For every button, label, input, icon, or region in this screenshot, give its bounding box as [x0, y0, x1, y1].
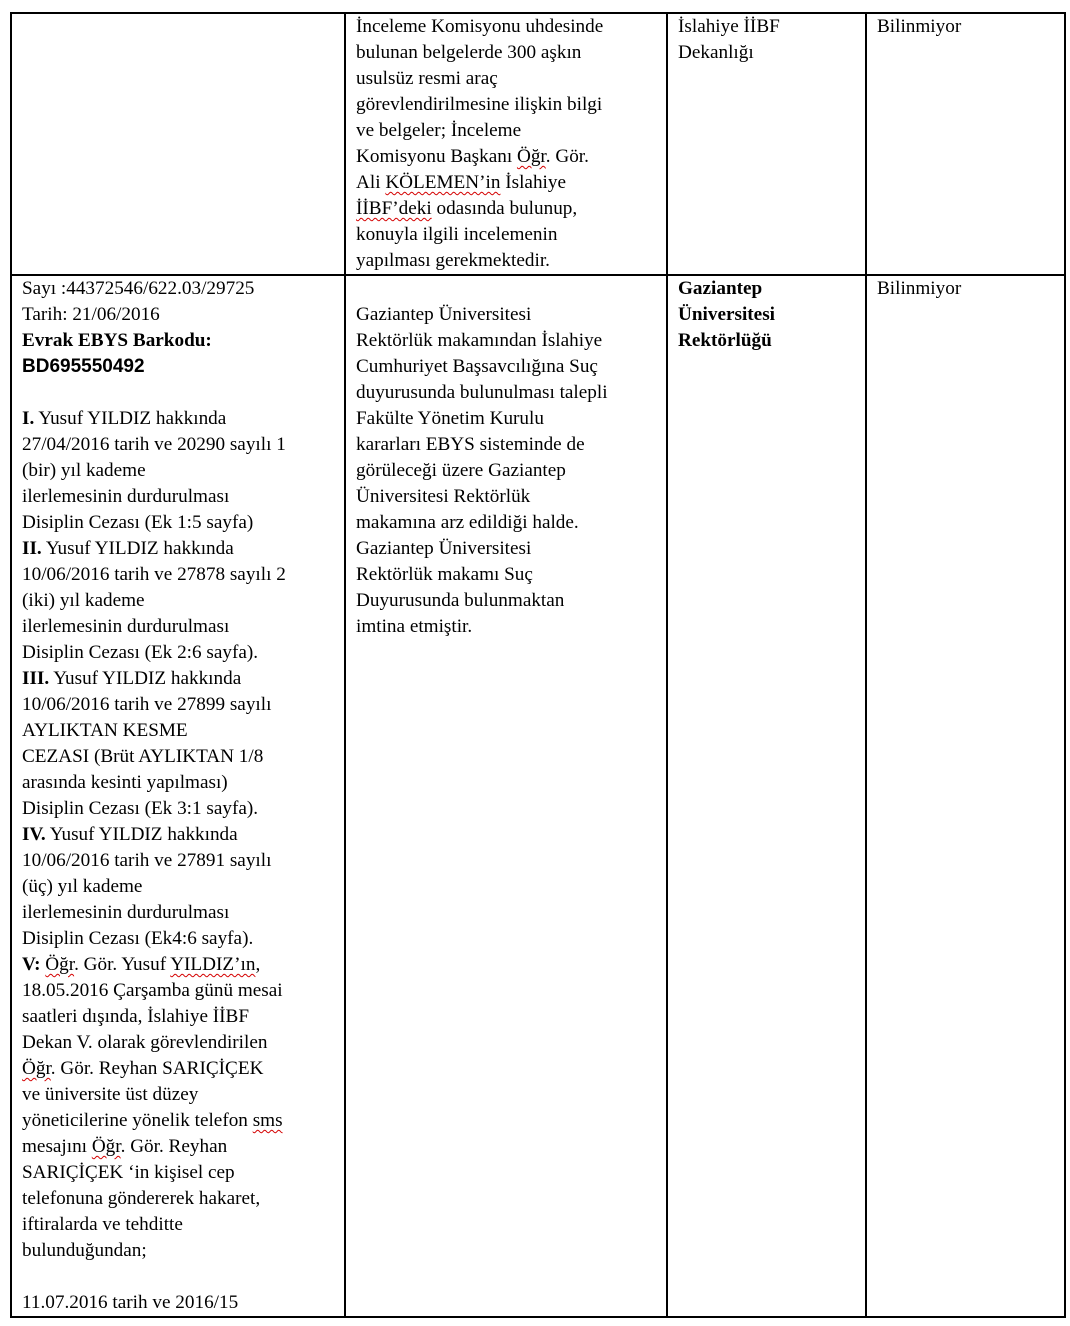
- text-fragment: Yusuf YILDIZ hakkında: [41, 538, 234, 559]
- text-line: bulunan belgelerde 300 aşkın: [356, 42, 582, 63]
- barcode-value: BD695550492: [22, 356, 145, 377]
- item-number: I.: [22, 408, 35, 429]
- status-text: Bilinmiyor: [877, 278, 962, 299]
- text-line: İnceleme Komisyonu uhdesinde: [356, 16, 604, 37]
- text-line: [356, 170, 658, 196]
- spellcheck-word: YILDIZ’ın: [170, 954, 256, 975]
- spellcheck-word: İİBF’deki: [356, 198, 432, 219]
- document-number: Sayı :44372546/622.03/29725: [22, 278, 255, 299]
- text-line: makamına arz edildiği halde.: [356, 512, 579, 533]
- institution-line: Rektörlüğü: [678, 330, 772, 351]
- text-line: [356, 144, 658, 170]
- text-line: [356, 196, 658, 222]
- spellcheck-word: sms: [252, 1110, 283, 1131]
- institution-line: Dekanlığı: [678, 42, 754, 63]
- text-line: AYLIKTAN KESME: [22, 720, 188, 741]
- text-line: Disiplin Cezası (Ek 1:5 sayfa): [22, 512, 254, 533]
- text-fragment: İslahiye: [500, 172, 566, 193]
- text-line: (bir) yıl kademe: [22, 460, 146, 481]
- row1-institution-cell: [667, 13, 866, 275]
- text-fragment: Yusuf YILDIZ hakkında: [34, 408, 227, 429]
- row2-document-cell: [11, 275, 345, 1317]
- document-date: Tarih: 21/06/2016: [22, 304, 160, 325]
- institution-line: Üniversitesi: [678, 304, 775, 325]
- text-line: ilerlemesinin durdurulması: [22, 902, 230, 923]
- text-line: yapılması gerekmektedir.: [356, 250, 550, 271]
- table-row: [11, 275, 1065, 1317]
- text-fragment: . Gör. Reyhan: [120, 1136, 228, 1157]
- text-fragment: Yusuf YILDIZ hakkında: [49, 668, 242, 689]
- text-line: Cumhuriyet Başsavcılığına Suç: [356, 356, 598, 377]
- text-line: Duyurusunda bulunmaktan: [356, 590, 565, 611]
- blank-line: [356, 276, 658, 302]
- text-line: Disiplin Cezası (Ek 2:6 sayfa).: [22, 642, 259, 663]
- text-fragment: mesajını: [22, 1136, 92, 1157]
- text-line: ilerlemesinin durdurulması: [22, 486, 230, 507]
- item-number: II.: [22, 538, 42, 559]
- text-line: SARIÇİÇEK ‘in kişisel cep: [22, 1162, 235, 1183]
- text-line: 10/06/2016 tarih ve 27891 sayılı: [22, 850, 272, 871]
- text-line: Disiplin Cezası (Ek4:6 sayfa).: [22, 928, 254, 949]
- text-fragment: yöneticilerine yönelik telefon: [22, 1110, 253, 1131]
- text-line: 10/06/2016 tarih ve 27899 sayılı: [22, 694, 272, 715]
- item-line: [22, 666, 336, 692]
- item-number: III.: [22, 668, 50, 689]
- institution-line: Gaziantep: [678, 278, 763, 299]
- text-fragment: Ali: [356, 172, 386, 193]
- text-fragment: Komisyonu Başkanı: [356, 146, 517, 167]
- text-fragment: . Gör. Yusuf: [74, 954, 171, 975]
- row2-institution-cell: [667, 275, 866, 1317]
- text-line: bulunduğundan;: [22, 1240, 147, 1261]
- text-line: ve belgeler; İnceleme: [356, 120, 522, 141]
- text-fragment: . Gör. Reyhan SARIÇİÇEK: [50, 1058, 264, 1079]
- text-line: imtina etmiştir.: [356, 616, 473, 637]
- text-line: duyurusunda bulunulması talepli: [356, 382, 608, 403]
- row1-description-cell: [345, 13, 667, 275]
- text-line: arasında kesinti yapılması): [22, 772, 228, 793]
- row1-status-cell: [866, 13, 1065, 275]
- blank-line: [22, 380, 336, 406]
- text-line: 11.07.2016 tarih ve 2016/15: [22, 1292, 239, 1313]
- item-line: [22, 822, 336, 848]
- text-line: görevlendirilmesine ilişkin bilgi: [356, 94, 603, 115]
- text-line: [22, 1108, 336, 1134]
- text-line: CEZASI (Brüt AYLIKTAN 1/8: [22, 746, 264, 767]
- text-line: kararları EBYS sisteminde de: [356, 434, 585, 455]
- spellcheck-word: Öğr: [22, 1058, 51, 1079]
- text-fragment: . Gör.: [545, 146, 589, 167]
- text-line: konuyla ilgili incelemenin: [356, 224, 558, 245]
- text-line: ve üniversite üst düzey: [22, 1084, 199, 1105]
- item-number: V:: [22, 954, 41, 975]
- document-table: [10, 12, 1066, 1318]
- text-fragment: odasında bulunup,: [431, 198, 578, 219]
- blank-line: [22, 1264, 336, 1290]
- item-line: [22, 536, 336, 562]
- item-line: [22, 406, 336, 432]
- text-line: görüleceği üzere Gaziantep: [356, 460, 566, 481]
- text-fragment: Yusuf YILDIZ hakkında: [45, 824, 238, 845]
- text-line: telefonuna göndererek hakaret,: [22, 1188, 261, 1209]
- spellcheck-word: Öğr: [91, 1136, 121, 1157]
- row2-description-cell: [345, 275, 667, 1317]
- item-line: [22, 952, 336, 978]
- item-number: IV.: [22, 824, 46, 845]
- text-line: ilerlemesinin durdurulması: [22, 616, 230, 637]
- text-line: Fakülte Yönetim Kurulu: [356, 408, 544, 429]
- text-line: (iki) yıl kademe: [22, 590, 145, 611]
- text-line: Disiplin Cezası (Ek 3:1 sayfa).: [22, 798, 259, 819]
- spellcheck-word: Öğr: [45, 954, 75, 975]
- status-text: Bilinmiyor: [877, 16, 962, 37]
- text-line: usulsüz resmi araç: [356, 68, 498, 89]
- text-line: saatleri dışında, İslahiye İİBF: [22, 1006, 249, 1027]
- text-line: Üniversitesi Rektörlük: [356, 486, 531, 507]
- institution-line: İslahiye İİBF: [678, 16, 780, 37]
- text-line: Rektörlük makamı Suç: [356, 564, 533, 585]
- text-line: 27/04/2016 tarih ve 20290 sayılı 1: [22, 434, 286, 455]
- text-line: (üç) yıl kademe: [22, 876, 143, 897]
- text-line: Rektörlük makamından İslahiye: [356, 330, 603, 351]
- text-line: Gaziantep Üniversitesi: [356, 304, 532, 325]
- spellcheck-word: Öğr: [516, 146, 546, 167]
- text-line: Dekan V. olarak görevlendirilen: [22, 1032, 268, 1053]
- text-line: [22, 1056, 336, 1082]
- text-fragment: ,: [255, 954, 261, 975]
- text-line: 18.05.2016 Çarşamba günü mesai: [22, 980, 283, 1001]
- table-row: [11, 13, 1065, 275]
- text-line: 10/06/2016 tarih ve 27878 sayılı 2: [22, 564, 286, 585]
- row1-document-cell: [11, 13, 345, 275]
- text-line: Gaziantep Üniversitesi: [356, 538, 532, 559]
- text-line: [22, 1134, 336, 1160]
- spellcheck-word: KÖLEMEN’in: [385, 172, 501, 193]
- text-line: iftiralarda ve tehditte: [22, 1214, 183, 1235]
- row2-status-cell: [866, 275, 1065, 1317]
- barcode-label: Evrak EBYS Barkodu:: [22, 330, 212, 351]
